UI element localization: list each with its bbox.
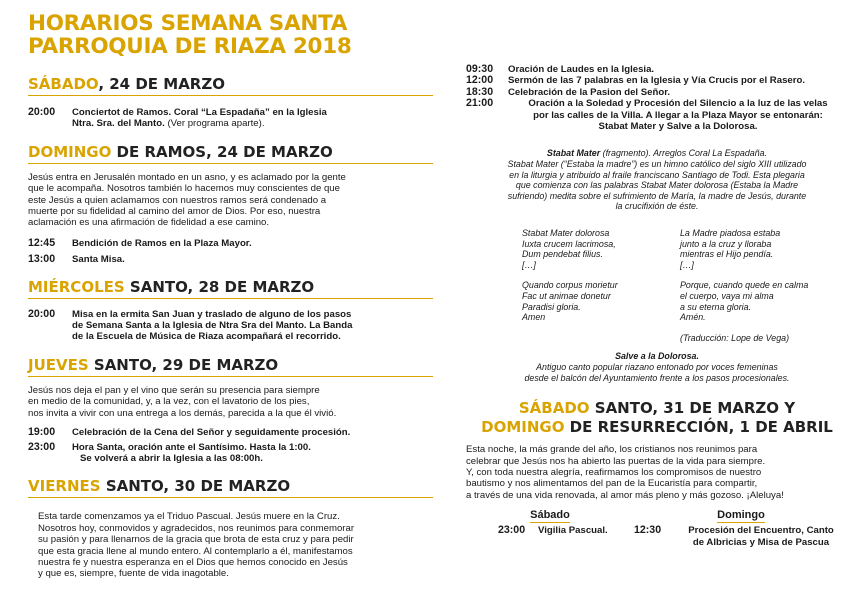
- viernes-schedule: [466, 64, 848, 132]
- para-line: Jesús nos deja el pan y el vino que serán su presencia para siempre: [28, 384, 320, 396]
- event-line: de la Escuela de Música de Riaza acompañará el recorrido.: [72, 331, 341, 343]
- para-line: su pasión y para llenarnos de la gracia que brota de esta cruz y para pedir: [38, 534, 354, 546]
- para-line: Nosotros hoy, conmovidos y agradecidos, nos reunimos para conmemorar: [38, 522, 355, 534]
- event-row: [466, 87, 848, 98]
- section-heading: [28, 477, 433, 498]
- section-paragraph: [28, 511, 433, 579]
- final-schedule: [466, 509, 848, 548]
- para-line: Esta noche, la más grande del año, los cristianos nos reunimos para: [466, 444, 758, 456]
- note-heading: [466, 351, 848, 362]
- title-line-2: PARROQUIA DE RIAZA 2018: [28, 34, 352, 59]
- verse-line: Quando corpus morietur: [522, 280, 618, 291]
- event-row: [28, 309, 433, 343]
- salve-note: [466, 351, 848, 383]
- note-line: Antiguo canto popular riazano entonado por voces femeninas: [536, 361, 778, 372]
- event-text: Vigilia Pascual.: [538, 525, 608, 537]
- verse-line: Fac ut animae donetur: [522, 290, 611, 301]
- note-line: en la liturgia y atribuido al fraile franciscano Santiago de Todi. Esta plegaria: [509, 169, 805, 180]
- event-text: Oración de Laudes en la Iglesia.: [508, 64, 655, 75]
- column-heading: [634, 509, 848, 521]
- para-line: este Jesús a quien aclamamos con nuestros ramos será condenado a: [28, 194, 327, 206]
- event-text: Bendición de Ramos en la Plaza Mayor.: [72, 237, 252, 249]
- heading-accent: SÁBADO: [518, 399, 590, 418]
- verses-latin: [522, 228, 680, 343]
- event-row: [498, 525, 634, 536]
- heading-rest: , 24 DE MARZO: [98, 75, 225, 93]
- para-line: Esta tarde comenzamos ya el Triduo Pascual. Jesús muere en la Cruz.: [38, 511, 340, 523]
- verse-line: a su eterna gloria.: [680, 301, 752, 312]
- note-paragraph: [466, 159, 848, 212]
- event-time: 23:00: [498, 524, 526, 537]
- event-row: [466, 98, 848, 132]
- event-line: Misa en la ermita San Juan y traslado de alguno de los pasos: [72, 308, 352, 320]
- event-text: [72, 442, 433, 465]
- stanza: [680, 280, 838, 322]
- section-heading: [28, 75, 433, 96]
- event-line: Ntra. Sra. del Manto.: [72, 118, 168, 130]
- event-row: [466, 75, 848, 86]
- event-time: 20:00: [28, 106, 56, 118]
- column-heading-label: Sábado: [530, 509, 570, 522]
- heading-rest: DE RESURRECCIÓN, 1 DE ABRIL: [564, 417, 833, 436]
- event-line: de Albricias y Misa de Pascua: [692, 536, 830, 548]
- note-heading: [466, 148, 848, 159]
- event-line: de Semana Santa a la Iglesia de Ntra Sra del Manto. La Banda: [72, 320, 353, 332]
- para-line: Y, con toda nuestra alegría, reafirmamos los compromisos de nuestro: [466, 466, 762, 478]
- event-time: 20:00: [28, 307, 56, 320]
- column-heading-label: Domingo: [717, 509, 765, 522]
- right-column: [466, 64, 848, 548]
- section-domingo-ramos: [28, 143, 433, 266]
- section-sabado-domingo: [466, 399, 848, 548]
- section-viernes: [28, 477, 433, 579]
- heading-accent: DOMINGO: [481, 417, 565, 436]
- heading-rest: SANTO, 28 DE MARZO: [124, 277, 315, 296]
- event-row: [634, 525, 848, 548]
- note-paragraph: [466, 362, 848, 383]
- column-heading: [466, 509, 634, 521]
- verse-line: Paradisi gloria.: [522, 301, 581, 312]
- event-time: 12:00: [466, 74, 494, 87]
- event-time: 18:30: [466, 85, 494, 98]
- event-line: Conciertot de Ramos. Coral “La Espadaña” en la Iglesia: [72, 107, 327, 118]
- event-text: [72, 309, 433, 343]
- event-text: Santa Misa.: [72, 254, 125, 266]
- stanza: [522, 280, 680, 322]
- heading-accent: VIERNES: [28, 477, 101, 496]
- sabado-column: [466, 509, 634, 548]
- event-row: [28, 238, 433, 249]
- verse-line: el cuerpo, vaya mi alma: [680, 290, 774, 301]
- verse-line: Amen: [522, 312, 546, 323]
- stanza: [522, 228, 680, 270]
- para-line: aclamación es una afirmación de fidelidad a ese camino.: [28, 217, 270, 229]
- note-line: Stabat Mater (“Estaba la madre”) es un himno católico del siglo XIII utilizado: [507, 159, 807, 170]
- note-title: Salve a la Dolorosa.: [615, 351, 699, 362]
- event-note: (Ver programa aparte).: [167, 118, 265, 130]
- verse-line: Amén.: [680, 312, 706, 323]
- domingo-column: [634, 509, 848, 548]
- heading-rest: SANTO, 31 DE MARZO Y: [589, 399, 796, 418]
- event-time: 13:00: [28, 253, 56, 266]
- event-text: Celebración de la Cena del Señor y seguidamente procesión.: [72, 427, 351, 439]
- section-heading: [466, 399, 848, 436]
- note-line: que comienza con las palabras Stabat Mater dolorosa (Estaba la Madre: [515, 180, 799, 191]
- verse-line: Stabat Mater dolorosa: [522, 228, 610, 238]
- title-line-1: HORARIOS SEMANA SANTA: [28, 11, 348, 36]
- verses: [522, 228, 848, 343]
- heading-accent: JUEVES: [28, 355, 89, 374]
- heading-rest: DE RAMOS, 24 DE MARZO: [111, 142, 333, 161]
- note-line: sufriendo) medita sobre el sufrimiento de María, la madre de Jesús, durante: [507, 190, 807, 201]
- page-title: [28, 12, 433, 58]
- event-text: [674, 525, 848, 548]
- event-row: [28, 107, 433, 130]
- verse-line: […]: [680, 259, 694, 270]
- para-line: que le acompaña. Nosotros también lo hacemos muy conscientes de que: [28, 183, 340, 195]
- section-heading: [28, 143, 433, 164]
- para-line: Jesús entra en Jerusalén montado en un asno, y es aclamado por la gente: [28, 171, 346, 183]
- section-heading: [28, 278, 433, 299]
- heading-accent: DOMINGO: [28, 142, 112, 161]
- event-row: [28, 254, 433, 265]
- event-time: 12:45: [28, 236, 56, 249]
- event-row: [466, 64, 848, 75]
- event-time: 23:00: [28, 440, 56, 453]
- left-column: [28, 12, 433, 580]
- heading-accent: MIÉRCOLES: [28, 277, 125, 296]
- event-line: Hora Santa, oración ante el Santísimo. Hasta la 1:00.: [72, 441, 311, 453]
- event-time: 09:30: [466, 63, 494, 75]
- para-line: celebrar que Jesús nos ha abierto las puertas de la vida para siempre.: [466, 455, 766, 467]
- section-sabado-24: [28, 75, 433, 130]
- event-line: Se volverá a abrir la Iglesia a las 08:00h.: [80, 452, 263, 464]
- heading-rest: SANTO, 29 DE MARZO: [88, 355, 279, 374]
- note-title: Stabat Mater: [546, 148, 601, 159]
- para-line: en medio de la comunidad, y, a la vez, con el lavatorio de los pies,: [28, 396, 310, 408]
- event-line: por las calles de la Villa. A llegar a la Plaza Mayor se entonarán:: [533, 109, 823, 121]
- verse-line: Porque, cuando quede en calma: [680, 280, 809, 291]
- verses-spanish: [680, 228, 838, 343]
- section-paragraph: [28, 385, 433, 419]
- para-line: nuestra fe y nuestra esperanza en el Dios que hemos conocido en Jesús: [38, 556, 348, 568]
- verse-line: junto a la cruz y lloraba: [680, 238, 772, 249]
- event-time: 12:30: [634, 524, 662, 537]
- event-text: [72, 107, 433, 130]
- verse-line: Iuxta crucem lacrimosa,: [522, 238, 616, 249]
- verse-line: Dum pendebat filius.: [522, 249, 603, 260]
- note-line: la crucifixión de éste.: [615, 201, 699, 212]
- event-time: 19:00: [28, 426, 56, 439]
- translation-credit: (Traducción: Lope de Vega): [680, 332, 790, 343]
- section-heading: [28, 356, 433, 377]
- event-line: Oración a la Soledad y Procesión del Silencio a la luz de las velas: [528, 98, 828, 110]
- section-paragraph: [28, 172, 433, 229]
- verse-line: La Madre piadosa estaba: [680, 228, 781, 238]
- stanza: [680, 228, 838, 270]
- event-line: Stabat Mater y Salve a la Dolorosa.: [598, 121, 758, 133]
- section-miercoles: [28, 278, 433, 343]
- para-line: que esta gracia llene al mundo entero. Al contemplarlo a él, manifestamos: [38, 545, 353, 557]
- event-line: Procesión del Encuentro, Canto: [688, 525, 834, 537]
- note-title-rest: (fragmento). Arreglos Coral La Espadaña.: [600, 148, 768, 159]
- note-line: desde el balcón del Ayuntamiento frente a los pasos procesionales.: [524, 372, 790, 383]
- event-row: [28, 442, 433, 465]
- para-line: muerte por su fidelidad al camino del amor de Dios. Por eso, nuestra: [28, 206, 321, 218]
- para-line: bautismo y nos alimentamos del pan de la Eucaristía para compartir,: [466, 478, 758, 490]
- section-paragraph: [466, 444, 848, 501]
- event-text: Sermón de las 7 palabras en la Iglesia y Vía Crucis por el Rasero.: [508, 75, 806, 87]
- event-row: [28, 427, 433, 438]
- section-jueves: [28, 356, 433, 464]
- para-line: y que es, siempre, fuente de vida inagotable.: [38, 568, 229, 580]
- event-time: 21:00: [466, 97, 494, 110]
- event-text: Celebración de la Pasion del Señor.: [508, 86, 671, 98]
- para-line: nos invita a vivir con una entrega a los demás, parecida a la que él vivió.: [28, 407, 337, 419]
- verse-line: mientras el Hijo pendía.: [680, 249, 774, 260]
- stabat-mater-note: [466, 148, 848, 212]
- para-line: a través de una vida renovada, al amor más pleno y más gozoso. ¡Aleluya!: [466, 489, 784, 501]
- verse-line: […]: [522, 259, 536, 270]
- heading-accent: SÁBADO: [28, 75, 99, 93]
- heading-rest: SANTO, 30 DE MARZO: [100, 477, 291, 496]
- event-text: [508, 98, 848, 132]
